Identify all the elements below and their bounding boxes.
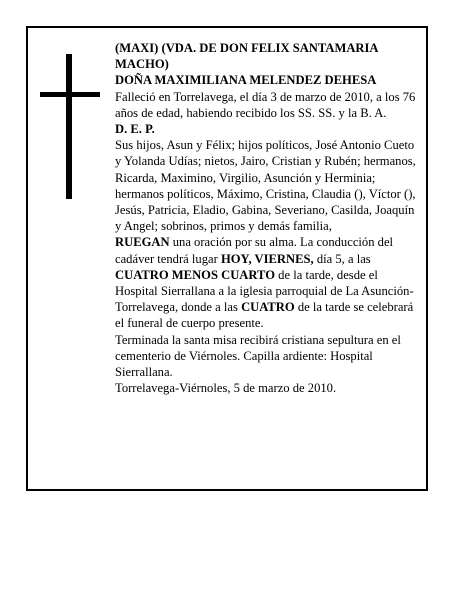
request-paragraph <box>115 234 420 331</box>
obituary-card <box>26 26 428 491</box>
death-statement: Falleció en Torrelavega, el día 3 de marzo de 2010, a los 76 años de edad, habiendo recibido los SS. SS. y la B. A. <box>115 89 416 120</box>
cross-vertical-bar <box>66 54 72 199</box>
ruegan-word: RUEGAN <box>115 235 170 250</box>
request-text-1: una oración por su alma. La conducción del cadáver tendrá lugar <box>115 235 394 266</box>
request-text-3: de la tarde, desde el Hospital Sierrallana a la iglesia parroquial de La Asunción-Torrelavega, donde a las <box>115 267 414 315</box>
family-list: Sus hijos, Asun y Félix; hijos políticos, José Antonio Cueto y Yolanda Udías; nietos, Jairo, Cristian y Rubén; hermanos, Ricarda, Maximino, Virgilio, Asunción y Herminia; hermanos políticos, Máximo, Cristina, Claudia (), Víctor (), Jesús, Patricia, Eladio, Gabina, Severiano, Casilda, Joaquín y Angel; sobrinos, primos y demás familia, <box>115 138 416 234</box>
request-time-1: CUATRO MENOS CUARTO <box>115 267 276 282</box>
obituary-text <box>115 40 420 396</box>
request-day: HOY, VIERNES, <box>220 251 314 266</box>
dep-line: D. E. P. <box>115 122 155 137</box>
request-text-4: de la tarde se celebrará el funeral de cuerpo presente. <box>115 300 414 331</box>
notice-header: (MAXI) (VDA. DE DON FELIX SANTAMARIA MACHO) <box>115 41 378 72</box>
request-time-2: CUATRO <box>241 300 295 315</box>
request-text-2: día 5, a las <box>313 251 371 266</box>
burial-statement: Terminada la santa misa recibirá cristiana sepultura en el cementerio de Viérnoles. Capilla ardiente: Hospital Sierrallana. <box>115 332 401 380</box>
deceased-name: DOÑA MAXIMILIANA MELENDEZ DEHESA <box>115 73 377 88</box>
cross-icon <box>40 54 100 199</box>
cross-horizontal-bar <box>40 92 100 97</box>
place-date-footer: Torrelavega-Viérnoles, 5 de marzo de 2010. <box>115 381 337 396</box>
